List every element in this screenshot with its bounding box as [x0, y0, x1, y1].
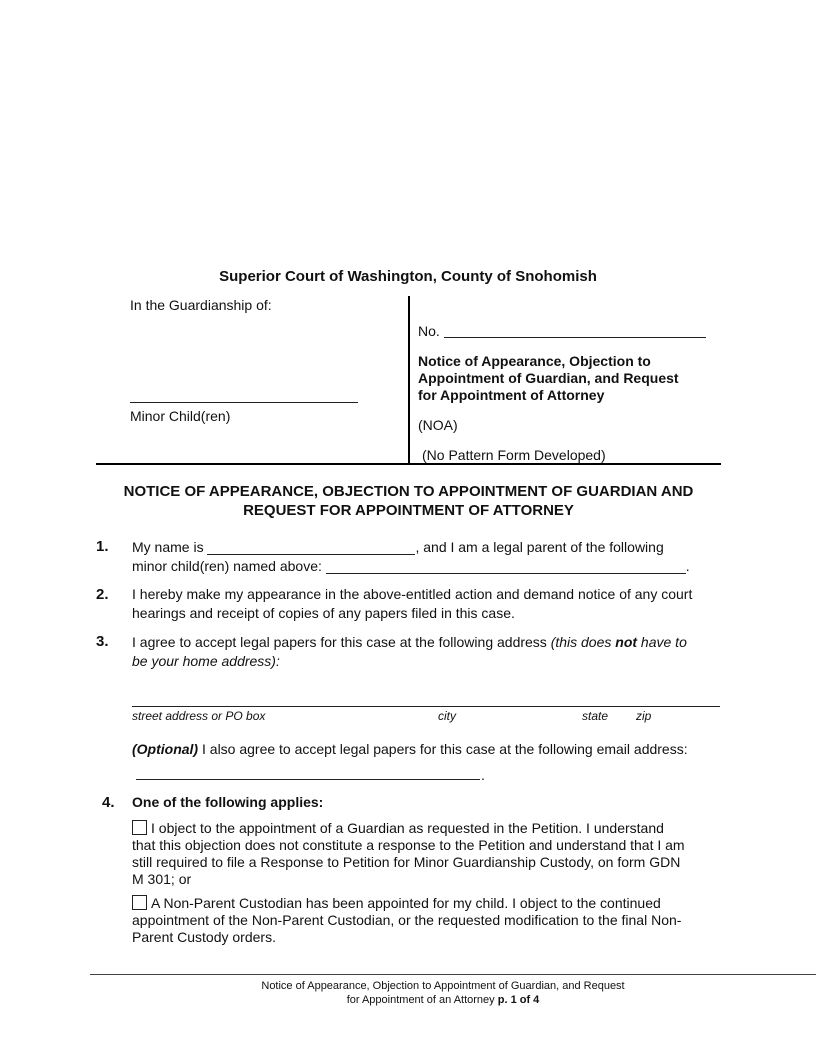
minor-children-label: Minor Child(ren) — [130, 408, 231, 424]
guardianship-of-label: In the Guardianship of: — [130, 297, 272, 313]
form-abbreviation: (NOA) — [418, 417, 458, 433]
footer: Notice of Appearance, Objection to Appointment of Guardian, and Request for Appointment of an Attorney p. 1 of 4 — [261, 980, 625, 1006]
item-3-text: I agree to accept legal papers for this case at the following address (this does not have to be your home address): — [132, 634, 687, 669]
address-field[interactable] — [132, 706, 720, 707]
city-label: city — [438, 709, 456, 723]
optional-email-text: (Optional) I also agree to accept legal papers for this case at the following email address: — [132, 741, 688, 757]
item-1-number: 1. — [96, 538, 109, 555]
email-field[interactable] — [136, 779, 480, 780]
child-name-line[interactable] — [130, 402, 358, 403]
item-2-text: I hereby make my appearance in the above-entitled action and demand notice of any court hearings and receipt of copies of any papers filed in this case. — [132, 586, 693, 621]
state-label: state — [582, 709, 609, 723]
pattern-form-note: (No Pattern Form Developed) — [422, 447, 606, 463]
footer-rule — [90, 974, 816, 975]
option-1-checkbox[interactable] — [132, 820, 147, 835]
item-4-heading: One of the following applies: — [132, 794, 324, 810]
option-2: A Non-Parent Custodian has been appointed for my child. I object to the continued appointment of the Non-Parent Custodian, or the requested modification to the final Non- Parent Custody orders. — [132, 895, 682, 945]
email-period: . — [481, 767, 485, 783]
option-2-checkbox[interactable] — [132, 895, 147, 910]
court-name: Superior Court of Washington, County of Snohomish — [219, 268, 597, 285]
form-title: NOTICE OF APPEARANCE, OBJECTION TO APPOINTMENT OF GUARDIAN AND REQUEST FOR APPOINTMENT OF ATTORNEY — [123, 483, 694, 519]
option-1: I object to the appointment of a Guardian as requested in the Petition. I understand that this objection does not constitute a response to the Petition and understand that I am still required to file a Response to Petition for Minor Guardianship Custody, on form GDN M 301; or — [132, 820, 685, 887]
children-names-field[interactable] — [326, 559, 686, 574]
zip-label: zip — [636, 709, 652, 723]
street-label: street address or PO box — [132, 709, 266, 723]
item-3-number: 3. — [96, 633, 109, 650]
item-4-number: 4. — [102, 794, 115, 811]
caption-bottom-rule — [96, 463, 721, 465]
item-1-text: My name is , and I am a legal parent of the following minor child(ren) named above: . — [132, 539, 690, 574]
case-number-label: No. — [418, 323, 440, 339]
name-field[interactable] — [207, 540, 415, 555]
caption-divider — [408, 296, 410, 464]
case-title: Notice of Appearance, Objection to Appointment of Guardian, and Request for Appointment of Attorney — [418, 353, 679, 403]
case-number-field[interactable] — [444, 337, 706, 338]
item-2-number: 2. — [96, 586, 109, 603]
